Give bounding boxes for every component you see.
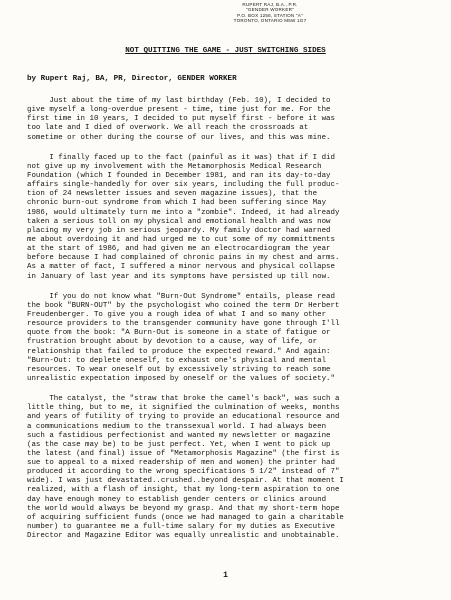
text-line: 1986, would ultimately turn me into a "zombie". Indeed, it had already <box>27 208 340 217</box>
text-line: relationship that failed to produce the expected reward." And again: <box>27 347 331 356</box>
text-line: before because I had complained of chronic pains in my chest and arms. <box>27 254 340 263</box>
letterhead-line: TORONTO, ONTARIO M5W 1G7 <box>233 18 307 24</box>
text-line: in January of last year and its symptoms have persisted up till now. <box>27 272 331 281</box>
text-line: quote from the book: "A Burn-Out is someone in a state of fatigue or <box>27 329 331 338</box>
text-line: too late and I died of overwork. We all reach the crossroads at <box>27 124 309 133</box>
text-line: first time in 10 years, I decided to put myself first - before it was <box>27 115 335 124</box>
byline: by Rupert Raj, BA, PR, Director, GENDER WORKER <box>27 75 237 83</box>
text-line: the book "BURN-OUT" by the psychologist who coined the term Dr Herbert <box>27 301 340 310</box>
text-line: realized, with a flash of insight, that my long-term aspiration to one <box>27 486 340 495</box>
paragraph <box>27 395 427 541</box>
letterhead-line: "GENDER WORKER" <box>246 7 294 13</box>
text-line: The catalyst, the "straw that broke the camel's back", was such a <box>27 395 340 404</box>
text-line: day have enough money to establish gender centers or clinics around <box>27 495 327 504</box>
text-line: Just about the time of my last birthday (Feb. 10), I decided to <box>27 97 331 105</box>
text-line: chronic burn-out syndrome from which I had been suffering since May <box>27 199 327 208</box>
text-line: I finally faced up to the fact (painful as it was) that if I did <box>27 153 335 162</box>
letterhead <box>150 2 390 24</box>
text-line: produced it according to the wrong specifications 5 1/2" instead of 7" <box>27 468 340 477</box>
text-line: Director and Magazine Editor was equally unrealistic and unobtainable. <box>27 532 340 541</box>
text-line: resources. To wear oneself out by excessively striving to reach some <box>27 365 331 374</box>
text-line: sue to appeal to a mixed readership of men and women) the printer had <box>27 459 335 468</box>
text-line: If you do not know what "Burn-Out Syndrome" entails, please read <box>27 292 335 301</box>
text-line: Freudenberger. To give you a rough idea of what I and so many other <box>27 310 327 319</box>
text-line: give myself a long-overdue present - time, time just for me. For the <box>27 106 331 115</box>
text-line: a communications medium to the transsexual world. I had always been <box>27 422 327 431</box>
text-line: (as the case may be) to be just perfect. Yet, when I went to pick up <box>27 440 331 449</box>
article-body <box>27 97 427 541</box>
text-line: placing my very job in serious jeopardy. My family doctor had warned <box>27 226 331 235</box>
text-line: the latest (and final) issue of "Metamorphosis Magazine" (the first is <box>27 449 340 458</box>
text-line: at the start of 1986, and had given me an electrocardiogram the year <box>27 245 331 254</box>
page-number: 1 <box>223 571 228 580</box>
text-line: "Burn-Out: to deplete oneself, to exhaust one's physical and mental <box>27 356 327 365</box>
text-line: the world would always be beyond my grasp. And that my short-term hope <box>27 504 340 513</box>
letterhead-line: P.O. BOX 1256, STATION "A" <box>237 12 303 18</box>
paragraph <box>27 97 427 143</box>
text-line: not give up my involvement with the Metamorphosis Medical Research <box>27 162 322 171</box>
paragraph <box>27 293 427 384</box>
paragraph <box>27 154 427 282</box>
text-line: resource providers to the transgender community have gone through I'll <box>27 320 340 329</box>
text-line: affairs single-handedly for over six years, including the full produc- <box>27 181 340 190</box>
text-line: frustration brought about by devotion to a cause, way of life, or <box>27 338 318 347</box>
text-line: number) to guarantee me a full-time salary for my duties as Executive <box>27 523 335 532</box>
text-line: such a fastidious perfectionist and wanted my newsletter or magazine <box>27 431 331 440</box>
text-line: sometime or other during the course of our lives, and this was mine. <box>27 133 331 142</box>
text-line: me about overdoing it and had urged me to cut some of my committments <box>27 235 335 244</box>
text-line: tion of 24 newsletter issues and seven magazine issues), that the <box>27 190 318 199</box>
text-line: As a matter of fact, I suffered a minor nervous and physical collapse <box>27 263 335 272</box>
text-line: Foundation (which I founded in December 1981, and ran its day-to-day <box>27 171 331 180</box>
text-line: and years of futility of trying to provide an educational resource and <box>27 413 340 422</box>
text-line: unrealistic expectation imposed by oneself or the values of society." <box>27 374 335 383</box>
text-line: taken a serious toll on my physical and emotional health and was now <box>27 217 331 226</box>
text-line: little thing, but to me, it signified the culmination of weeks, months <box>27 404 340 413</box>
text-line: wide). I was just devastated..crushed..beyond despair. At that moment I <box>27 477 344 486</box>
text-line: of acquiring sufficient funds (once we had managed to gain a charitable <box>27 513 344 522</box>
article-title: NOT QUITTING THE GAME - JUST SWITCHING SIDES <box>125 47 326 55</box>
letterhead-line: RUPERT RAJ, B.A., P.R. <box>242 2 298 7</box>
